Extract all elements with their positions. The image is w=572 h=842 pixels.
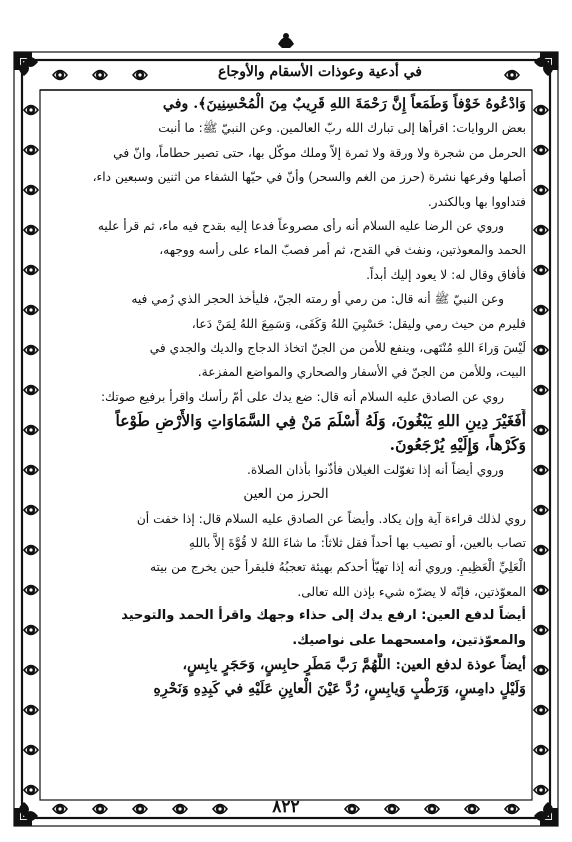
text-line: أيضاً عوذة لدفع العين: اللَّهُمَّ رَبَّ مَطَرٍ حابِسٍ، وَحَجَرٍ يابِسٍ، <box>182 656 526 673</box>
text-line: روي لذلك قراءة آية وإن يكاد. وأيضاً عن الصادق عليه السلام قال: إذا خفت أن <box>136 511 526 526</box>
text-line: وَكَرْهاً، وَإِلَيْهِ يُرْجَعُونَ. <box>389 435 526 455</box>
text-line: أيضاً لدفع العين: ارفع يدك إلى حذاء وجهك واقرأ الحمد والتوحيد <box>121 608 526 624</box>
text-line: وَادْعُوهُ خَوْفاً وَطَمَعاً إِنَّ رَحْمَةَ اللهِ قَرِيبٌ مِنَ الْمُحْسِنِينَ﴾. وفي <box>162 96 526 112</box>
text-line: وروي عن الرضا عليه السلام أنه رأى مصروعاً فدعا إليه بقدح فيه ماء، ثم قرأ عليه <box>97 218 504 233</box>
crown-ornament-icon <box>278 33 294 48</box>
text-line: الحرمل من شجرة ولا ورقة ولا ثمرة إلاّ وملك موكّل بها، حتى تصير حطاماً، وانّ في <box>113 145 526 160</box>
text-line: وَلَيْلٍ دامِسٍ، وَرَطْبٍ وَيابِسٍ، رُدَّ عَيْنَ الْعايِنِ عَلَيْهِ في كَبِدِهِ وَنَحْرِهِ <box>153 681 526 698</box>
text-line: المعوّذتين، فإنّه لا يضرّه شيء بإذن الله تعالى. <box>297 584 526 599</box>
text-line: أصلها وفرعها نشرة (حرز من الغم والسحر) وأنّ في حبّها الشفاء من اثنين وسبعين داء، <box>92 170 526 185</box>
section-heading: الحرز من العين <box>243 486 329 503</box>
page-body <box>46 92 526 702</box>
page-header <box>40 62 532 88</box>
text-line: وعن النبيّ ﷺ أنه قال: من رمي أو رمته الجنّ، فليأخذ الحجر الذي رُمي فيه <box>131 292 504 307</box>
text-line: وروي أيضاً أنه إذا تغوّلت الغيلان فأذّنوا بأذان الصلاة. <box>247 462 504 477</box>
text-line: فليرم من حيث رمي وليقل: حَسْبِيَ اللهُ وَكَفَى، وَسَمِعَ اللهُ لِمَنْ دَعا، <box>191 316 526 331</box>
text-line: تصاب بالعين، أو تصيب بها أحداً فقل ثلاثاً: ما شاءَ اللهُ لا قُوَّةَ إلاَّ باللهِ <box>188 536 526 551</box>
text-line: أَفَغَيْرَ دِينِ اللهِ يَبْغُونَ، وَلَهُ أَسْلَمَ مَنْ فِي السَّمَاوَاتِ وَالأَرْضِ طَوْعاً <box>115 411 526 431</box>
text-line: لَيْسَ وَراءَ اللهِ مُنْتَهى، وينفع للأمن من الجنّ اتخاذ الدجاج والديك والجدي في <box>149 340 526 355</box>
text-line: بعض الروايات: اقرأها إلى تبارك الله ربّ العالمين. وعن النبيّ ﷺ: ما أنبت <box>158 121 526 136</box>
text-line: الحمد والمعوذتين، ونفث في القدح، ثم أمر فصبّ الماء على رأسه ووجهه، <box>159 243 526 258</box>
left-ornament-column <box>24 106 38 795</box>
text-line: فتداووا بها وبالكندر. <box>427 194 526 209</box>
text-line: والمعوّذتين، وامسحهما على نواصيك. <box>292 632 526 648</box>
text-line: الْعَلِيِّ الْعَظِيمِ. وروي أنه إذا تهيّأ أحدكم بهيئة تعجبُهُ فليقرأ حين يخرج من بيته <box>149 560 526 575</box>
text-line: روي عن الصادق عليه السلام أنه قال: ضع يدك على أمّ رأسك واقرأ برفيع صوتك: <box>100 389 504 404</box>
text-line: البيت، وللأمن من الجنّ في الأسفار والصحاري والمواضع المفزعة. <box>197 365 526 380</box>
page-number: ٨٢٢ <box>272 797 300 817</box>
running-title: في أدعية وعوذات الأسقام والأوجاع <box>217 64 422 80</box>
text-line: فأفاق وقال له: لا يعود إليك أبداً. <box>366 267 526 282</box>
right-ornament-column <box>534 106 548 795</box>
